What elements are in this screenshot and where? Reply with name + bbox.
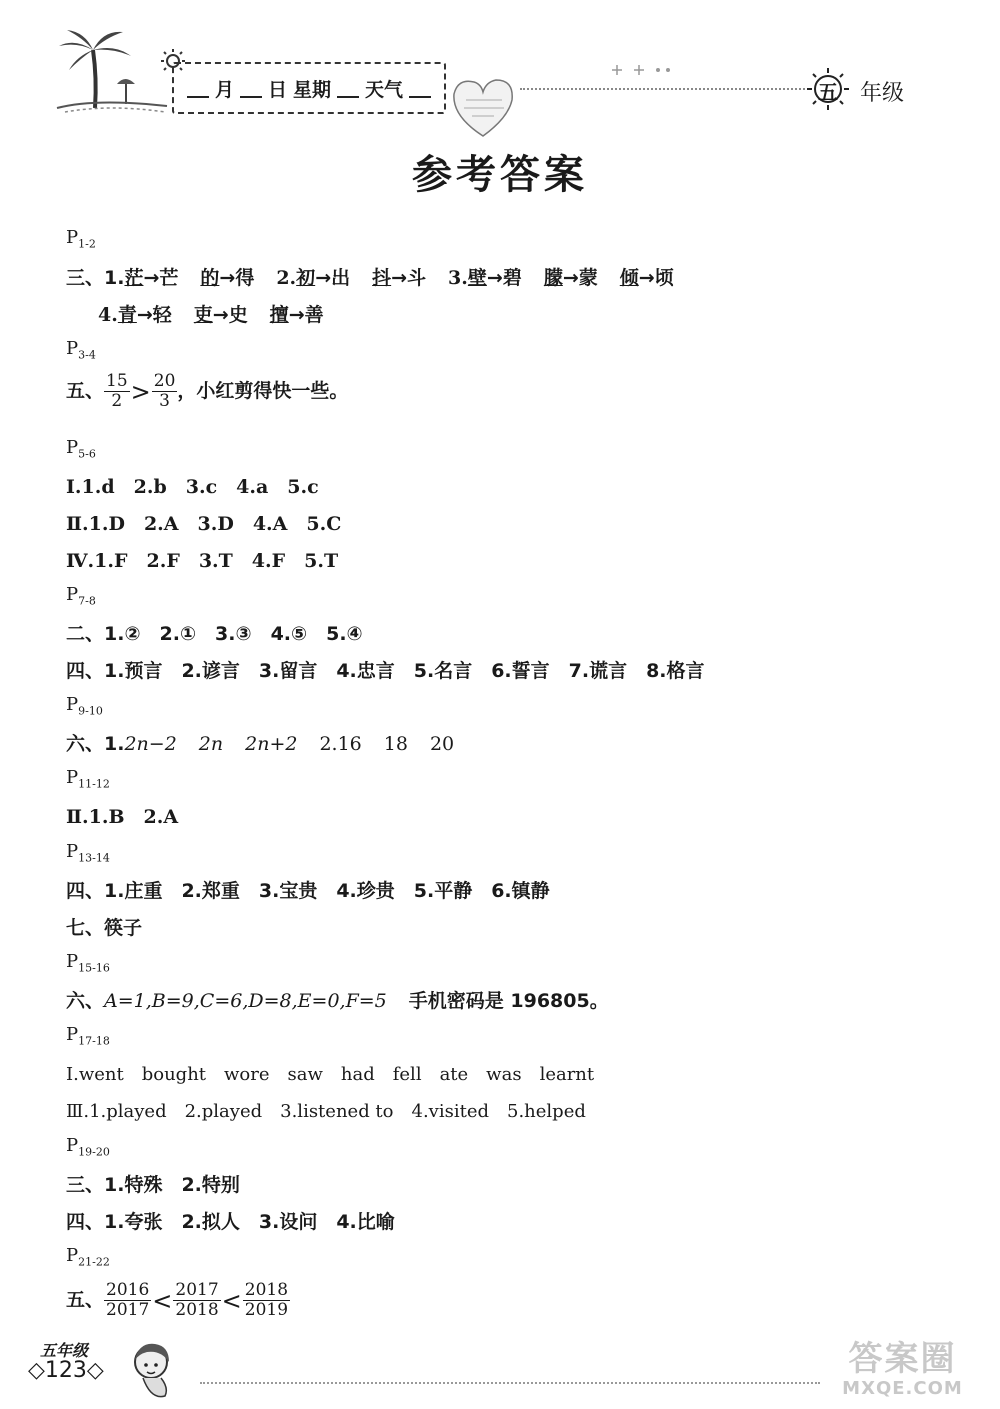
palm-tree-icon (55, 28, 170, 113)
header-divider (520, 88, 805, 90)
answer-line: 二、1.② 2.① 3.③ 4.⑤ 5.④ (66, 623, 363, 645)
answer-line: Ⅱ.1.B 2.A (66, 806, 179, 828)
footer-grade: 五年级 (40, 1341, 89, 1360)
month-label: 月 (214, 78, 234, 101)
grade-label: 年级 (860, 81, 905, 106)
answer-line: Ⅲ.1.played 2.played 3.listened to 4.visited 5.helped (66, 1101, 586, 1122)
page-ref: $P_{11-12}$ (66, 767, 110, 791)
answer-line: 四、1.预言 2.谚言 3.留言 4.忠言 5.名言 6.誓言 7.谎言 8.格言 (66, 660, 705, 682)
answer-line: 七、筷子 (66, 917, 143, 939)
answer-line: Ⅰ.1.d 2.b 3.c 4.a 5.c (66, 476, 319, 498)
fraction: $\frac{15}{2}$ (106, 371, 128, 411)
answer-line: 六、1.2n−2 2n 2n+2 2.16 18 20 (66, 733, 455, 755)
answer-line: 四、1.庄重 2.郑重 3.宝贵 4.珍贵 5.平静 6.镇静 (66, 880, 550, 902)
page-number: ◇123◇ (28, 1358, 104, 1383)
footer-divider (200, 1382, 820, 1384)
day-blank (240, 78, 262, 98)
section-heading-p5 (66, 436, 96, 461)
weather-label: 天气 (365, 78, 404, 101)
section-heading-p15 (66, 950, 110, 975)
fraction: $\frac{2016}{2017}$ (106, 1280, 150, 1320)
page-ref: $P_{3-4}$ (66, 338, 96, 362)
cartoon-girl-icon (125, 1338, 185, 1402)
month-blank (187, 78, 209, 98)
page-ref: $P_{5-6}$ (66, 437, 96, 461)
section-heading-p9 (66, 693, 103, 718)
weekday-label: 星期 (293, 78, 332, 101)
section-heading-p19 (66, 1134, 110, 1159)
watermark-logo (815, 1340, 990, 1402)
answer-line: 4.青→轻 吏→史 擅→善 (98, 304, 324, 326)
answer-line: 三、1.茫→芒 的→得 2.初→出 抖→斗 3.壁→碧 朦→蒙 倾→顷 (66, 267, 674, 289)
weekday-blank (337, 78, 359, 98)
answer-line: 三、1.特殊 2.特别 (66, 1174, 240, 1196)
date-weather-box (172, 62, 446, 114)
section-heading-p7 (66, 583, 96, 608)
section-heading-p1 (66, 226, 96, 251)
page-ref: $P_{13-14}$ (66, 841, 110, 865)
section-heading-p13 (66, 840, 110, 865)
answer-line: 五、 $\frac{2016}{2017}$ < $\frac{2017}{2018}$ < $\frac{2018}{2019}$ (66, 1280, 289, 1320)
page-ref: $P_{21-22}$ (66, 1245, 110, 1269)
answer-line: 六、A=1,B=9,C=6,D=8,E=0,F=5 手机密码是 196805。 (66, 990, 609, 1012)
page-ref: $P_{15-16}$ (66, 951, 110, 975)
heart-stamp-icon (448, 72, 518, 142)
answer-line: 四、1.夸张 2.拟人 3.设问 4.比喻 (66, 1211, 395, 1233)
fraction: $\frac{2018}{2019}$ (244, 1280, 289, 1320)
answer-line: Ⅱ.1.D 2.A 3.D 4.A 5.C (66, 513, 342, 535)
page-ref: $P_{9-10}$ (66, 694, 103, 718)
answer-line: Ⅰ.went bought wore saw had fell ate was learnt (66, 1064, 595, 1085)
fraction: $\frac{20}{3}$ (153, 371, 176, 411)
page-ref: $P_{17-18}$ (66, 1024, 110, 1048)
dots-decoration-icon (608, 60, 678, 80)
section-heading-p21 (66, 1244, 110, 1269)
page-ref: $P_{7-8}$ (66, 584, 96, 608)
day-label: 日 (267, 78, 287, 101)
grade-number: 五 (818, 80, 838, 104)
answer-line: 五、 $\frac{15}{2}$ > $\frac{20}{3}$ ，小红剪得快一些。 (66, 371, 349, 411)
section-heading-p17 (66, 1023, 110, 1048)
watermark-url: MXQE.COM (842, 1378, 963, 1399)
page-title: 参考答案 (412, 152, 588, 198)
watermark-text: 答案圈 (848, 1339, 957, 1379)
fraction: $\frac{2017}{2018}$ (175, 1280, 219, 1320)
section-heading-p11 (66, 766, 110, 791)
section-heading-p3 (66, 337, 96, 362)
page-ref: $P_{1-2}$ (66, 227, 96, 251)
answer-line: Ⅳ.1.F 2.F 3.T 4.F 5.T (66, 550, 339, 572)
weather-blank (409, 78, 431, 98)
page-ref: $P_{19-20}$ (66, 1135, 110, 1159)
